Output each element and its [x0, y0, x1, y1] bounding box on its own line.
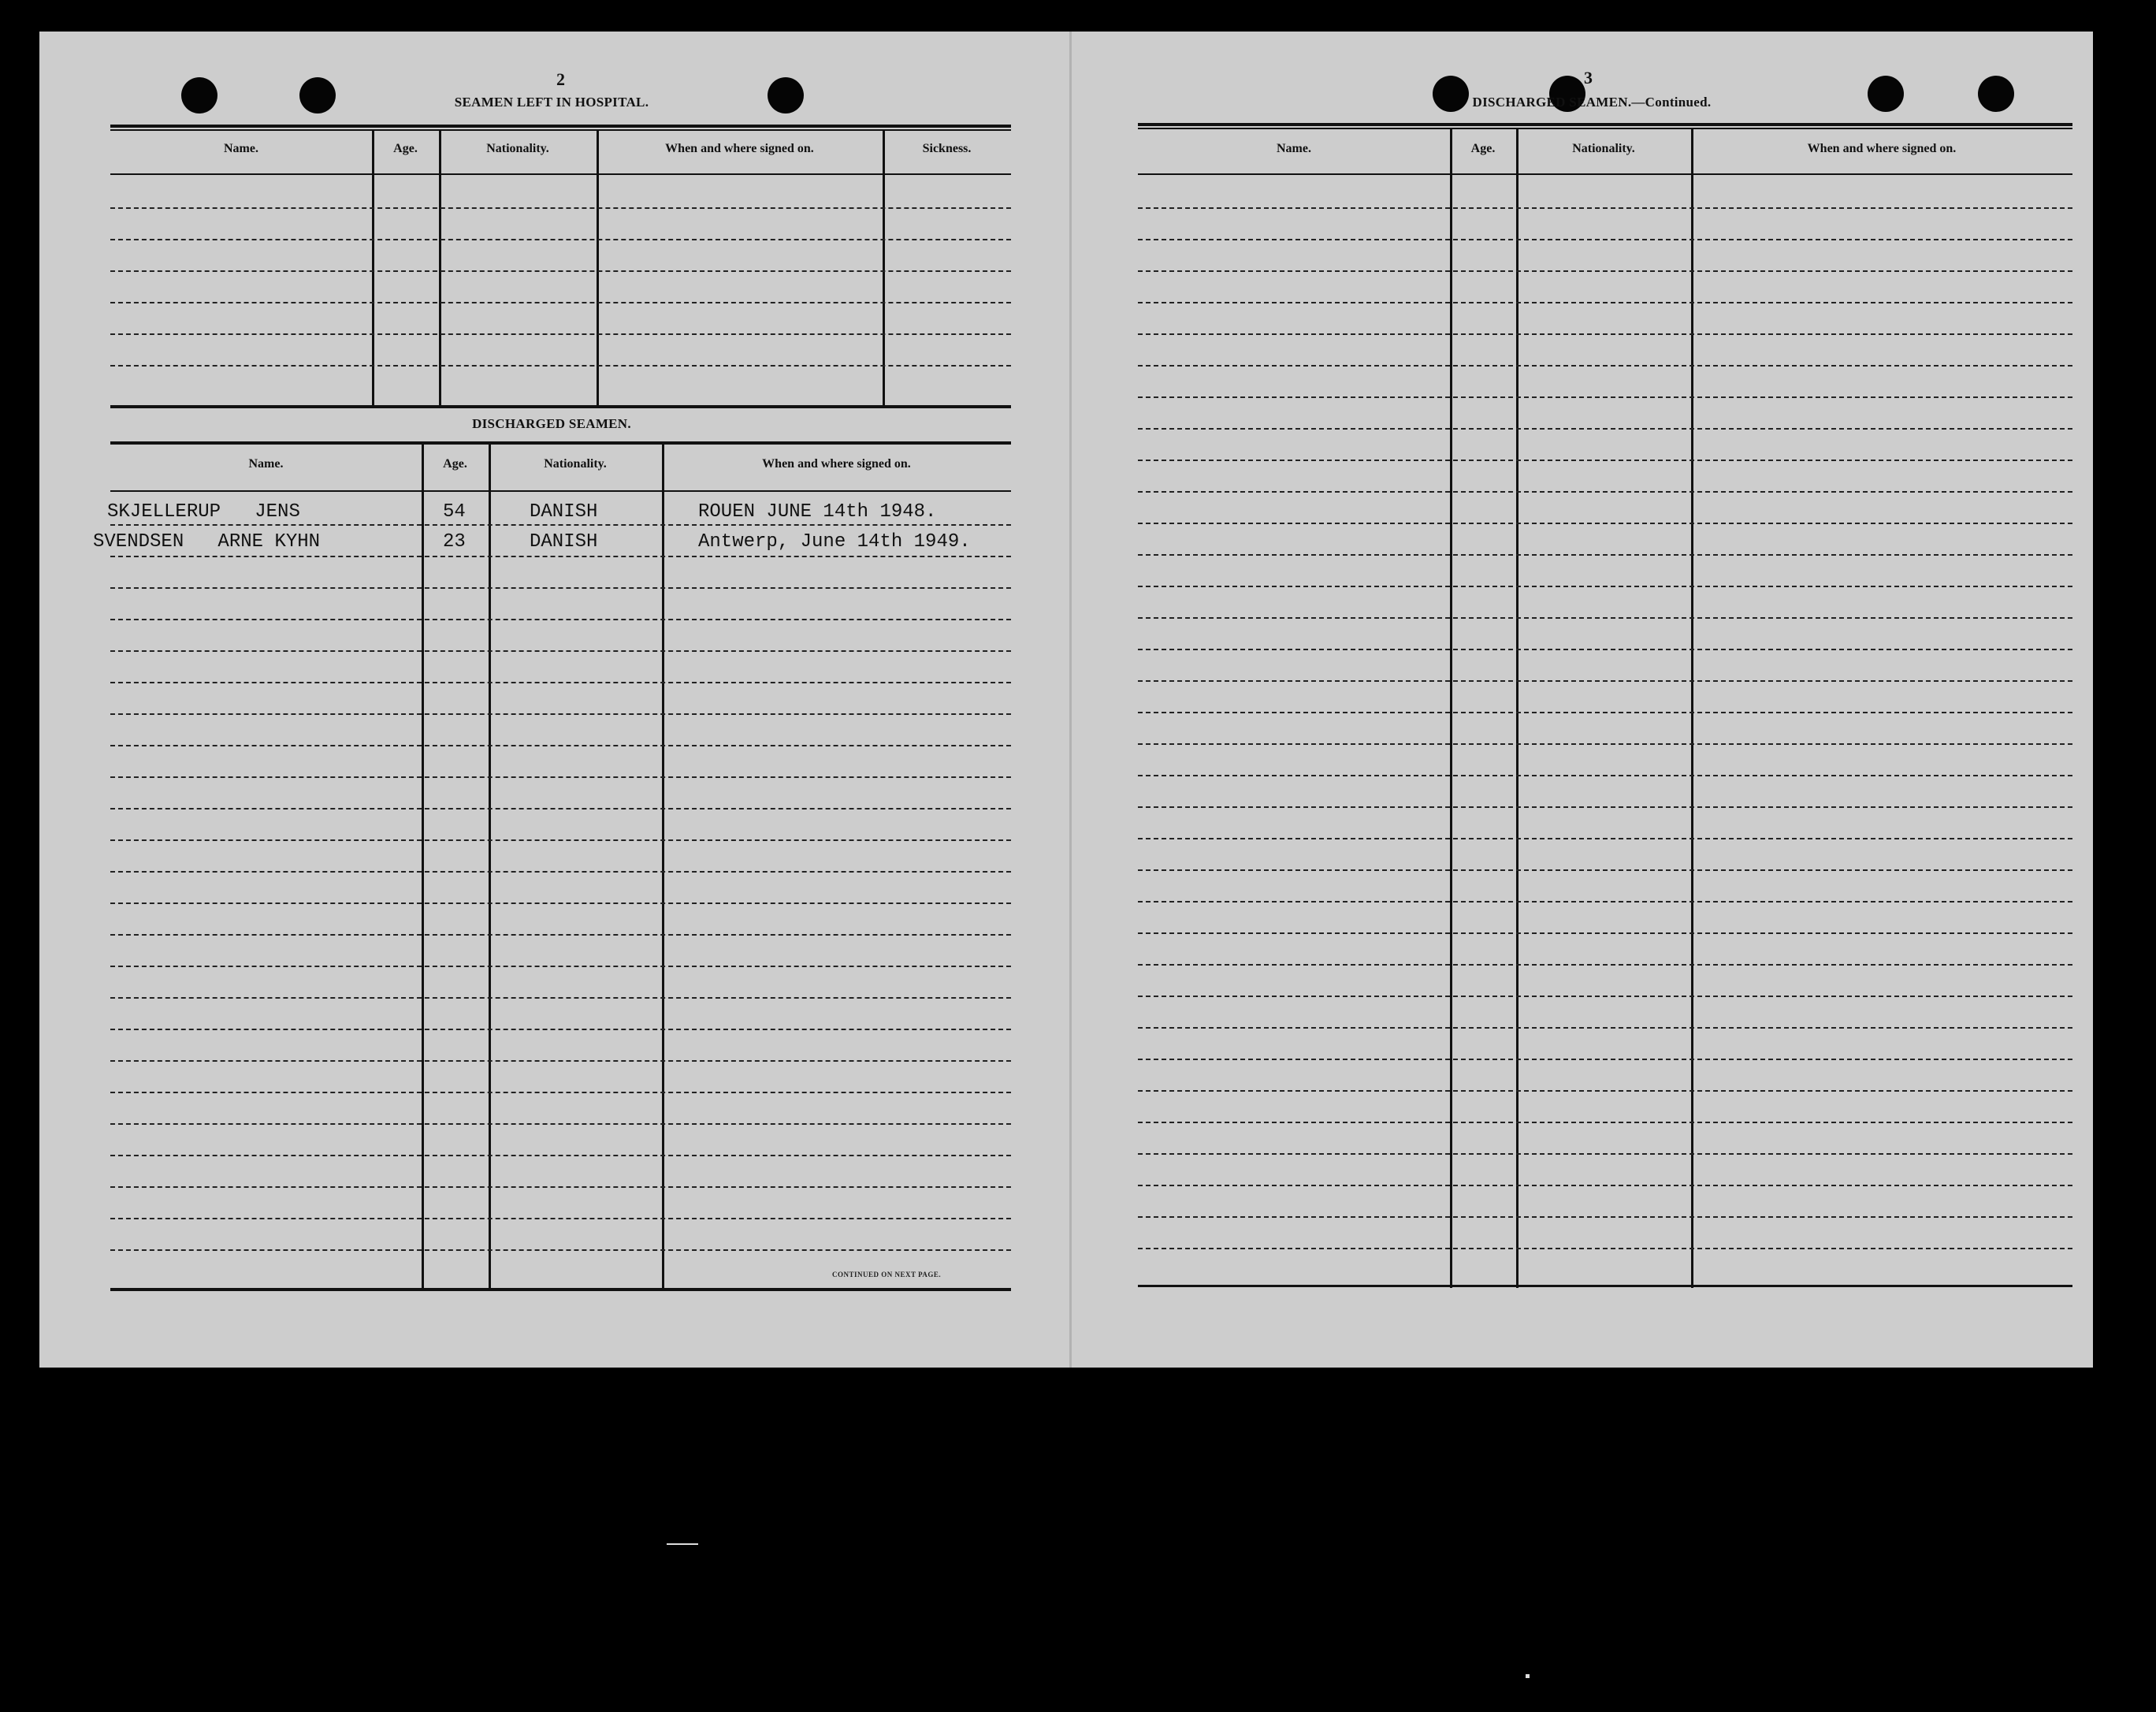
ruled-line [1138, 207, 2072, 209]
discharged-bottom-rule [110, 1288, 1011, 1291]
table-row-signed-on: Antwerp, June 14th 1949. [698, 531, 971, 553]
ruled-line [1138, 302, 2072, 303]
discharged-section-title: DISCHARGED SEAMEN. [472, 416, 631, 431]
hospital-header-age: Age. [393, 142, 418, 155]
punch-hole [1868, 76, 1904, 112]
ruled-line [110, 556, 1011, 557]
ruled-line [110, 1186, 1011, 1188]
ruled-line [110, 650, 1011, 652]
ruled-line [1138, 1090, 2072, 1092]
hospital-header-rule [110, 173, 1011, 175]
scan-speck [1526, 1674, 1530, 1678]
ruled-line [110, 1060, 1011, 1062]
ruled-line [1138, 964, 2072, 966]
discharged-col-divider [489, 445, 491, 1291]
hospital-top-rule [110, 125, 1011, 128]
ruled-line [1138, 1216, 2072, 1218]
discharged-top-rule [110, 441, 1011, 445]
hospital-section-title: SEAMEN LEFT IN HOSPITAL. [454, 95, 649, 110]
page-number-left: 2 [556, 69, 565, 89]
document-sheet [39, 32, 2093, 1368]
right-header-name: Name. [1277, 142, 1311, 155]
ruled-line [1138, 1153, 2072, 1155]
punch-hole [1978, 76, 2014, 112]
continued-footer: CONTINUED ON NEXT PAGE. [832, 1271, 942, 1278]
ruled-line [110, 997, 1011, 999]
discharged-header-age: Age. [443, 457, 467, 471]
ruled-line [1138, 365, 2072, 367]
table-row-nationality: DANISH [530, 501, 598, 523]
hospital-header-name: Name. [224, 142, 258, 155]
ruled-line [1138, 806, 2072, 808]
table-row-age: 54 [443, 501, 466, 523]
ruled-line [110, 713, 1011, 715]
ruled-line [110, 934, 1011, 936]
discharged-col-divider [422, 445, 424, 1291]
ruled-line [1138, 460, 2072, 461]
punch-hole [181, 77, 217, 114]
punch-hole [768, 77, 804, 114]
ruled-line [110, 1249, 1011, 1251]
ruled-line [1138, 270, 2072, 272]
page-fold [1069, 32, 1072, 1368]
ruled-line [110, 207, 1011, 209]
ruled-line [110, 903, 1011, 904]
ruled-line [1138, 554, 2072, 556]
ruled-line [1138, 523, 2072, 524]
ruled-line [110, 871, 1011, 873]
scan-speck [667, 1543, 698, 1545]
table-row-name: SKJELLERUP JENS [107, 501, 300, 523]
ruled-line [1138, 680, 2072, 682]
ruled-line [110, 1029, 1011, 1030]
hospital-header-nationality: Nationality. [486, 142, 549, 155]
discharged-continued-title: DISCHARGED SEAMEN.—Continued. [1472, 95, 1712, 110]
punch-hole [299, 77, 336, 114]
discharged-col-divider [662, 445, 664, 1291]
ruled-line [1138, 775, 2072, 776]
hospital-bottom-rule [110, 405, 1011, 408]
ruled-line [1138, 617, 2072, 619]
right-header-age: Age. [1470, 142, 1496, 155]
ruled-line [1138, 932, 2072, 934]
discharged-header-name: Name. [248, 457, 284, 471]
hospital-header-sickness: Sickness. [922, 142, 972, 155]
discharged-header-nationality: Nationality. [544, 457, 607, 471]
ruled-line [1138, 869, 2072, 871]
ruled-line [1138, 428, 2072, 430]
ruled-line [1138, 649, 2072, 650]
ruled-line [1138, 396, 2072, 398]
ruled-line [1138, 333, 2072, 335]
ruled-line [110, 365, 1011, 367]
hospital-header-signed-on: When and where signed on. [665, 142, 814, 155]
ruled-line [1138, 491, 2072, 493]
ruled-line [110, 1155, 1011, 1156]
ruled-line [1138, 239, 2072, 240]
ruled-line [110, 302, 1011, 303]
ruled-line [110, 1092, 1011, 1093]
discharged-header-rule [110, 490, 1011, 492]
ruled-line [110, 808, 1011, 809]
ruled-line [110, 587, 1011, 589]
ruled-line [1138, 996, 2072, 997]
ruled-line [1138, 1185, 2072, 1186]
ruled-line [1138, 1027, 2072, 1029]
table-row-age: 23 [443, 531, 466, 553]
ruled-line [110, 1123, 1011, 1125]
page-number-right: 3 [1584, 68, 1593, 87]
table-row-name: SVENDSEN ARNE KYHN [93, 531, 321, 553]
hospital-top-rule-thin [110, 129, 1011, 131]
ruled-line [110, 524, 1011, 526]
table-row-nationality: DANISH [530, 531, 598, 553]
ruled-line [110, 682, 1011, 683]
right-header-signed-on: When and where signed on. [1807, 142, 1957, 155]
right-bottom-rule [1138, 1285, 2072, 1287]
ruled-line [110, 270, 1011, 272]
right-header-rule [1138, 173, 2072, 175]
ruled-line [110, 333, 1011, 335]
table-row-signed-on: ROUEN JUNE 14th 1948. [698, 501, 937, 523]
ruled-line [1138, 901, 2072, 903]
ruled-line [110, 776, 1011, 778]
ruled-line [110, 966, 1011, 967]
ruled-line [1138, 838, 2072, 839]
ruled-line [1138, 1122, 2072, 1123]
ruled-line [110, 839, 1011, 841]
ruled-line [1138, 586, 2072, 587]
ruled-line [1138, 1248, 2072, 1249]
ruled-line [1138, 1059, 2072, 1060]
right-top-rule-thin [1138, 128, 2072, 129]
discharged-header-signed-on: When and where signed on. [762, 457, 911, 471]
ruled-line [1138, 743, 2072, 745]
right-header-nationality: Nationality. [1572, 142, 1635, 155]
right-top-rule [1138, 123, 2072, 126]
ruled-line [110, 1218, 1011, 1219]
ruled-line [110, 619, 1011, 620]
ruled-line [110, 239, 1011, 240]
ruled-line [110, 745, 1011, 746]
ruled-line [1138, 712, 2072, 713]
